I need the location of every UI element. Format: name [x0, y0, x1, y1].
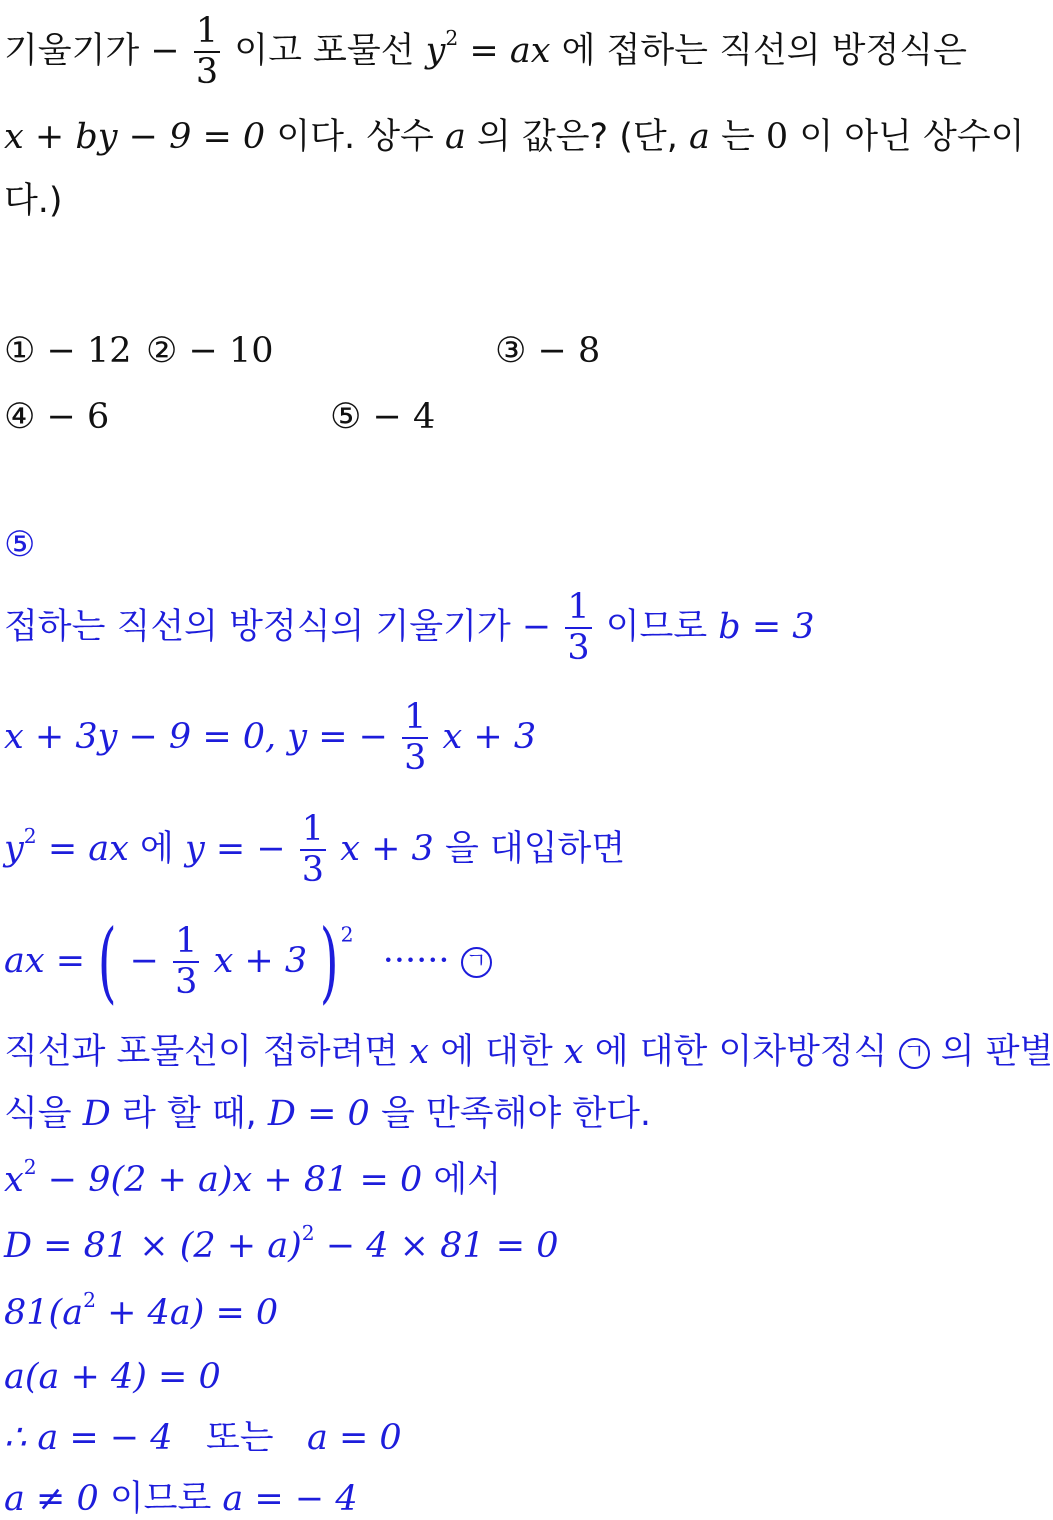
solution-line-10: [4, 1357, 221, 1397]
solution-line-5: [4, 1032, 1053, 1072]
math-expr: a(a + 4) = 0: [4, 1357, 221, 1397]
fraction: [173, 921, 199, 1002]
answer-mark: ⑤: [4, 525, 36, 565]
solution-line-1: [4, 587, 815, 668]
line-equation: x + by − 9 = 0: [4, 117, 266, 157]
problem-text: 는: [720, 117, 766, 157]
solution-text: 에: [140, 829, 185, 869]
math-minus: −: [129, 941, 159, 981]
math-eq: =: [469, 31, 510, 71]
solution-text: 을 대입하면: [444, 829, 626, 869]
choice-mark: ①: [4, 331, 36, 371]
exponent: 2: [23, 823, 37, 848]
solution-line-6: [4, 1094, 652, 1134]
solution-line-8: [4, 1220, 559, 1266]
solution-line-12: [4, 1479, 358, 1519]
math-expr: − 9(2 + a)x + 81 = 0: [47, 1160, 423, 1200]
math-expr: x + 3y − 9 = 0, y = −: [4, 717, 388, 757]
exponent: 2: [445, 25, 459, 50]
solution-line-4: [4, 910, 492, 1013]
solution-text: 에 대한 이차방정식: [594, 1032, 899, 1072]
left-paren: (: [97, 910, 117, 1013]
choice-mark: ②: [146, 331, 178, 371]
solution-text: 접하는 직선의 방정식의 기울기가: [4, 607, 522, 647]
solution-text: 라 할 때,: [121, 1094, 268, 1134]
solution-text: 에 대한: [440, 1032, 564, 1072]
equation-marker-icon: ㄱ: [461, 947, 492, 978]
solution-text: 또는: [183, 1418, 296, 1458]
math-var: y: [425, 31, 446, 71]
math-var: x: [4, 1160, 24, 1200]
problem-text: 이고 포물선: [234, 31, 426, 71]
solution-text: 식을: [4, 1094, 83, 1134]
fraction-numerator: 1: [404, 697, 427, 737]
math-expr: − 4 × 81 = 0: [325, 1226, 559, 1266]
choice-value: − 10: [188, 331, 274, 371]
problem-line-3: [4, 181, 63, 221]
math-var: x: [409, 1032, 430, 1072]
choice-value: − 12: [46, 331, 132, 371]
problem-text: 이다. 상수: [276, 117, 445, 157]
solution-text: 의 판별: [940, 1032, 1053, 1072]
problem-line-1: [4, 11, 967, 92]
problem-text: 다.): [4, 181, 63, 221]
math-var: a: [444, 117, 466, 157]
fraction-denominator: 3: [567, 628, 590, 668]
choice-value: − 8: [537, 331, 601, 371]
problem-text: 의 값은? (단,: [476, 117, 689, 157]
math-expr: a ≠ 0: [4, 1479, 99, 1519]
answer: [4, 525, 36, 565]
math-expr: x + 3: [340, 829, 434, 869]
fraction: [402, 697, 428, 778]
math-expr: D = 81 × (2 + a): [4, 1226, 302, 1266]
problem-line-2: [4, 117, 1025, 157]
solution-text: 을 만족해야 한다.: [380, 1094, 652, 1134]
choice-mark: ③: [495, 331, 527, 371]
solution-line-2: [4, 697, 537, 778]
problem-text: 에 접하는 직선의 방정식은: [561, 31, 967, 71]
math-var: D: [82, 1094, 111, 1134]
fraction-denominator: 3: [175, 962, 198, 1002]
math-expr: b = 3: [718, 607, 815, 647]
math-expr: 81(a: [4, 1293, 84, 1333]
fraction: [565, 587, 591, 668]
fraction-numerator: 1: [301, 809, 325, 849]
math-expr: ax =: [4, 941, 97, 981]
right-paren: ): [320, 910, 339, 1013]
ellipsis: ······: [382, 941, 450, 981]
math-num: 0: [765, 117, 789, 157]
math-expr: x + 3: [213, 941, 308, 981]
solution-text: 에서: [433, 1160, 502, 1200]
math-var: ax: [509, 31, 551, 71]
fraction-denominator: 3: [195, 52, 219, 92]
choice-5[interactable]: [330, 397, 436, 437]
choice-mark: ⑤: [330, 397, 362, 437]
choice-4[interactable]: [4, 397, 110, 437]
choice-2[interactable]: [146, 331, 274, 371]
fraction-numerator: 1: [567, 587, 590, 627]
choice-3[interactable]: [495, 331, 601, 371]
math-minus: −: [521, 607, 552, 647]
choice-1[interactable]: [4, 331, 132, 371]
problem-text: 이 아닌 상수이: [799, 117, 1025, 157]
math-minus: −: [150, 31, 180, 71]
solution-line-3: [4, 809, 626, 890]
choice-value: − 4: [372, 397, 436, 437]
choice-value: − 6: [46, 397, 110, 437]
math-expr: = ax: [47, 829, 129, 869]
fraction: [300, 809, 326, 890]
equation-marker-icon: ㄱ: [899, 1038, 930, 1069]
math-expr: a = − 4: [222, 1479, 358, 1519]
solution-text: 이므로: [605, 607, 719, 647]
exponent: 2: [301, 1220, 315, 1245]
problem-text: 기울기가: [4, 31, 151, 71]
fraction-numerator: 1: [195, 11, 219, 51]
exponent: 2: [83, 1287, 96, 1312]
choice-mark: ④: [4, 397, 36, 437]
solution-line-7: [4, 1154, 502, 1200]
solution-line-9: [4, 1287, 279, 1333]
math-var: y: [4, 829, 24, 869]
math-expr: x + 3: [442, 717, 537, 757]
math-var: a: [688, 117, 710, 157]
solution-line-11: [4, 1418, 402, 1458]
fraction: [194, 11, 220, 92]
fraction-numerator: 1: [175, 921, 198, 961]
math-expr: D = 0: [267, 1094, 370, 1134]
fraction-denominator: 3: [404, 738, 427, 778]
math-expr: y = −: [184, 829, 286, 869]
math-var: x: [563, 1032, 584, 1072]
fraction-denominator: 3: [301, 850, 325, 890]
math-expr: ∴ a = − 4: [4, 1418, 173, 1458]
exponent: 2: [340, 922, 354, 947]
solution-text: 직선과 포물선이 접하려면: [4, 1032, 410, 1072]
math-expr: a = 0: [306, 1418, 402, 1458]
math-expr: + 4a) = 0: [107, 1293, 279, 1333]
solution-text: 이므로: [109, 1479, 223, 1519]
exponent: 2: [23, 1154, 37, 1179]
